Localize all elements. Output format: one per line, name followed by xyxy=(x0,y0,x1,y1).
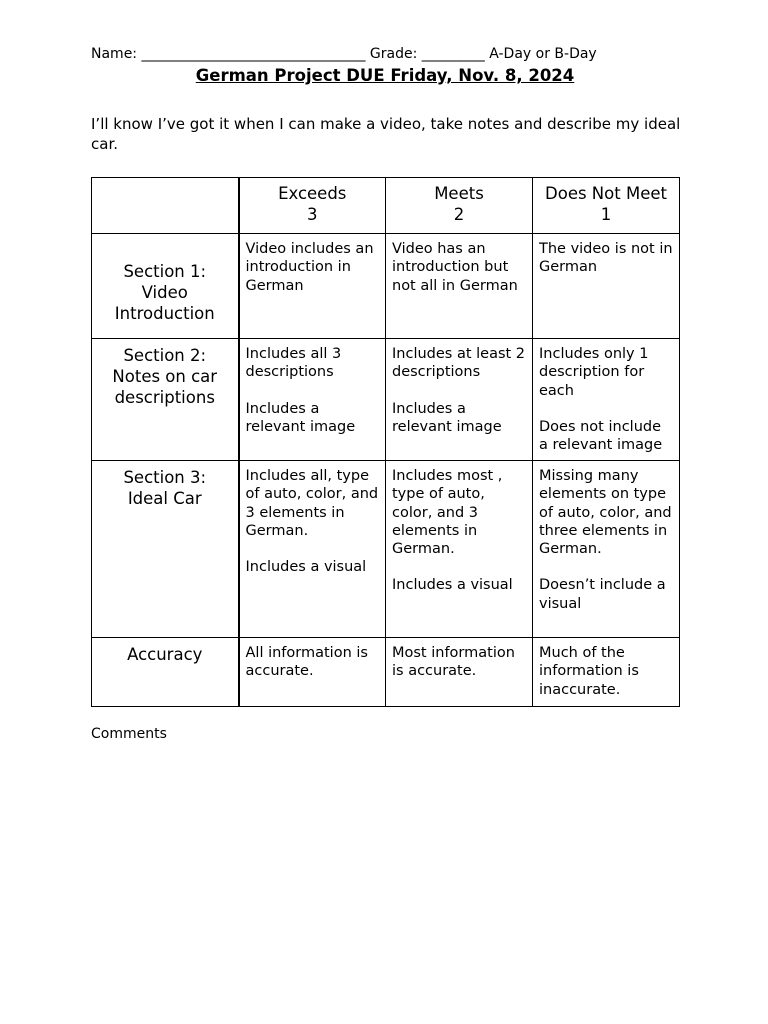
criteria-text: Includes only 1 description for each xyxy=(539,346,649,399)
criteria-text: Much of the information is inaccurate. xyxy=(539,645,639,698)
column-label: Meets xyxy=(434,184,484,203)
comments-label: Comments xyxy=(91,726,167,742)
criteria-cell xyxy=(533,638,680,707)
row-header-section-3 xyxy=(92,461,239,638)
row-header-accuracy xyxy=(92,638,239,707)
criteria-cell xyxy=(386,339,533,461)
learning-objective: I’ll know I’ve got it when I can make a video, take notes and describe my ideal car. xyxy=(91,115,681,153)
row-label: Ideal Car xyxy=(127,489,202,508)
column-header-does-not-meet xyxy=(533,178,680,234)
criteria-cell xyxy=(533,234,680,339)
column-score: 3 xyxy=(307,205,318,224)
column-label: Exceeds xyxy=(278,184,347,203)
column-header-meets xyxy=(386,178,533,234)
row-label: Section 2: xyxy=(123,346,207,365)
criteria-text: Does not include a relevant image xyxy=(539,418,663,454)
criteria-cell xyxy=(533,461,680,638)
criteria-text: Includes a relevant image xyxy=(245,400,356,435)
row-label: Section 3: xyxy=(123,468,207,487)
row-label: Introduction xyxy=(114,303,215,323)
rubric-header-row xyxy=(92,178,680,234)
row-header-section-2 xyxy=(92,339,239,461)
column-score: 1 xyxy=(600,205,612,224)
criteria-text: Video has an introduction but not all in German xyxy=(392,241,518,294)
criteria-text: Includes all 3 descriptions xyxy=(245,346,342,381)
row-label: Notes on car xyxy=(112,367,218,386)
rubric-row-section-3 xyxy=(92,461,680,638)
criteria-cell xyxy=(239,638,386,707)
rubric-row-section-1 xyxy=(92,234,680,339)
criteria-cell xyxy=(386,638,533,707)
student-info-line: Name: ________________________________ Grade: _________ A-Day or B-Day xyxy=(91,46,597,62)
criteria-text: The video is not in German xyxy=(539,241,673,276)
row-label: Video xyxy=(141,282,188,302)
criteria-text: Includes most , type of auto, color, and 3 elements in German. xyxy=(392,468,503,558)
row-label: descriptions xyxy=(114,388,215,407)
criteria-text: Video includes an introduction in German xyxy=(245,241,374,294)
row-label: Section 1: xyxy=(123,261,207,281)
criteria-text: Includes at least 2 descriptions xyxy=(392,346,526,381)
criteria-text: Includes a visual xyxy=(245,559,367,576)
criteria-text: All information is accurate. xyxy=(245,645,368,680)
rubric-row-accuracy xyxy=(92,638,680,707)
rubric-table xyxy=(91,177,680,707)
criteria-text: Most information is accurate. xyxy=(392,645,515,680)
criteria-text: Missing many elements on type of auto, color, and three elements in German. xyxy=(539,468,672,558)
column-label: Does Not Meet xyxy=(545,184,667,203)
rubric-corner-cell xyxy=(92,178,239,234)
rubric-row-section-2 xyxy=(92,339,680,461)
row-header-section-1 xyxy=(92,234,239,339)
page-title: German Project DUE Friday, Nov. 8, 2024 xyxy=(195,66,575,85)
criteria-text: Includes a relevant image xyxy=(392,400,502,435)
column-header-exceeds xyxy=(239,178,386,234)
criteria-cell xyxy=(533,339,680,461)
criteria-cell xyxy=(239,339,386,461)
criteria-text: Includes a visual xyxy=(392,577,513,594)
criteria-text: Doesn’t include a visual xyxy=(539,577,666,612)
criteria-cell xyxy=(239,234,386,339)
row-label: Accuracy xyxy=(127,645,203,664)
criteria-text: Includes all, type of auto, color, and 3 elements in German. xyxy=(245,468,379,539)
column-score: 2 xyxy=(453,205,465,224)
criteria-cell xyxy=(386,234,533,339)
criteria-cell xyxy=(239,461,386,638)
criteria-cell xyxy=(386,461,533,638)
